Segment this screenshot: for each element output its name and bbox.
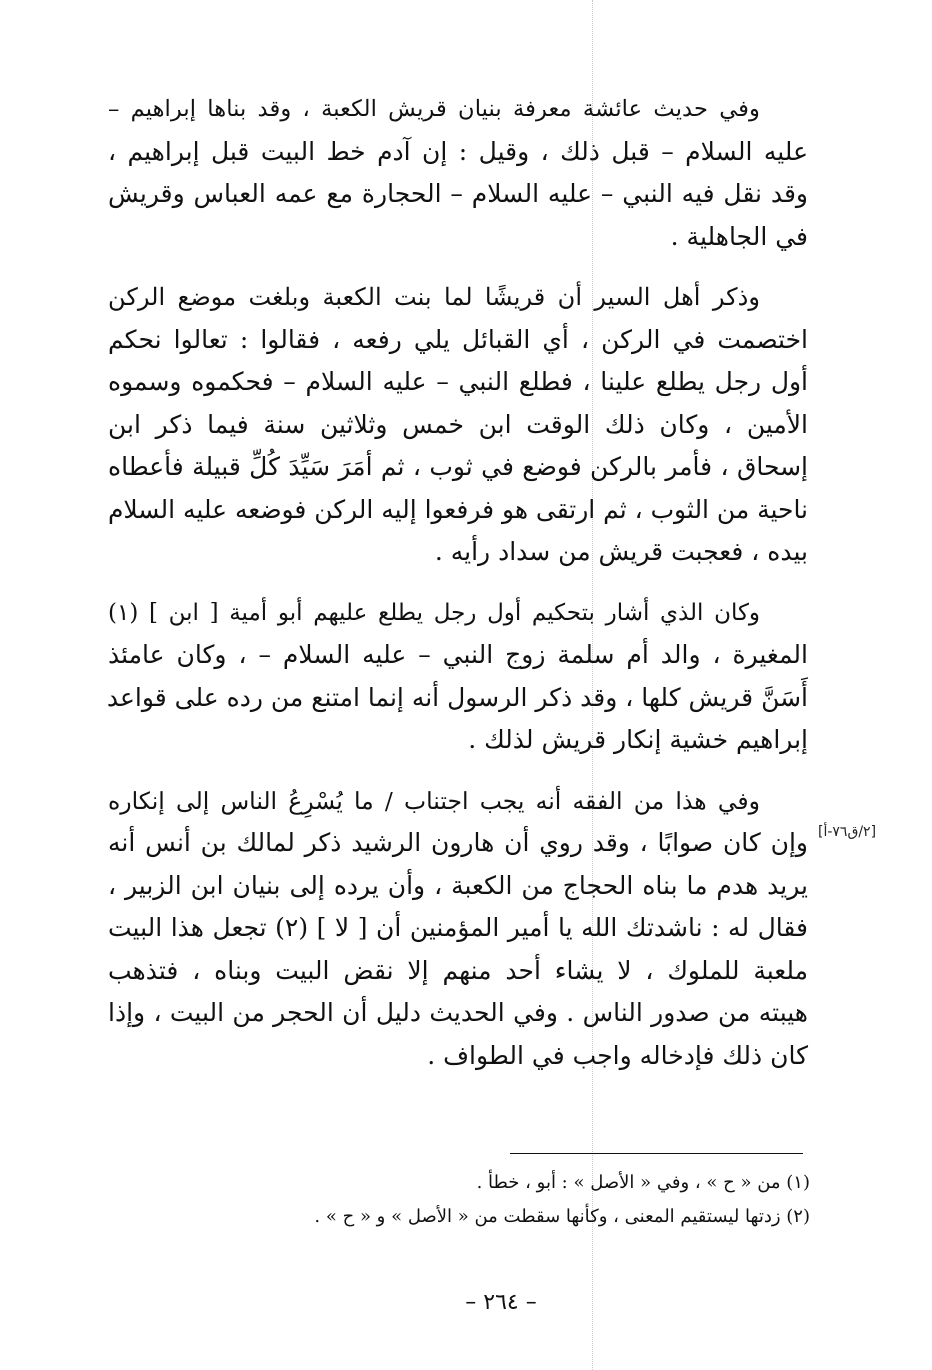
text-line: ناحية من الثوب ، ثم ارتقى هو فرفعوا إليه الركن فوضعه عليه السلام [108, 494, 808, 524]
text-line: فقال له : ناشدتك الله يا أمير المؤمنين أن [ لا ] (٢) تجعل هذا البيت [108, 913, 808, 942]
text-line: الأمين ، وكان ذلك الوقت ابن خمس وثلاثين سنة فيما ذكر ابن [108, 409, 808, 439]
text-line: اختصمت في الركن ، أي القبائل يلي رفعه ، فقالوا : تعالوا نحكم [108, 324, 808, 354]
paragraph-4 [108, 780, 808, 1078]
footnote-1: (١) من « ح » ، وفي « الأصل » : أبو ، خطأ . [476, 1172, 810, 1193]
text-line: وذكر أهل السير أن قريشًا لما بنت الكعبة وبلغت موضع الركن [108, 283, 760, 311]
page-number: – ٢٦٤ – [465, 1290, 537, 1315]
text-line: وفي حديث عائشة معرفة بنيان قريش الكعبة ، وقد بناها إبراهيم – [108, 96, 760, 122]
paragraph-2 [108, 276, 808, 574]
text-line: هيبته من صدور الناس . وفي الحديث دليل أن الحجر من البيت ، وإذا [108, 998, 808, 1027]
main-text [108, 88, 808, 1095]
footnote-2: (٢) زدتها ليستقيم المعنى ، وكأنها سقطت من « الأصل » و « ح » . [314, 1206, 810, 1227]
paragraph-1 [108, 88, 808, 258]
text-line: عليه السلام – قبل ذلك ، وقيل : إن آدم خط البيت قبل إبراهيم ، [108, 136, 808, 166]
text-line: أول رجل يطلع علينا ، فطلع النبي – عليه السلام – فحكموه وسموه [108, 367, 808, 396]
footnotes [120, 1166, 810, 1234]
text-line: ملعبة للملوك ، لا يشاء أحد منهم إلا نقض البيت وبناه ، فتذهب [108, 955, 808, 985]
text-line: إسحاق ، فأمر بالركن فوضع في ثوب ، ثم أمَرَ سَيِّدَ كُلِّ قبيلة فأعطاه [108, 452, 808, 481]
manuscript-folio-reference: [٢/ق٧٦-أ] [818, 824, 877, 840]
text-line: إبراهيم خشية إنكار قريش لذلك . [468, 725, 808, 754]
text-line: وقد نقل فيه النبي – عليه السلام – الحجارة مع عمه العباس وقريش [108, 179, 808, 208]
paragraph-3 [108, 592, 808, 762]
text-line: وفي هذا من الفقه أنه يجب اجتناب / ما يُسْرِعُ الناس إلى إنكاره [108, 786, 760, 815]
text-line: يريد هدم ما بناه الحجاج من الكعبة ، وأن يرده إلى بنيان ابن الزبير ، [108, 870, 808, 900]
text-line: بيده ، فعجبت قريش من سداد رأيه . [434, 537, 808, 566]
footnote-separator [510, 1153, 803, 1154]
text-line: في الجاهلية . [670, 221, 808, 251]
text-line: أَسَنَّ قريش كلها ، وقد ذكر الرسول أنه إنما امتنع من رده على قواعد [106, 682, 808, 712]
text-line: كان ذلك فإدخاله واجب في الطواف . [427, 1040, 808, 1070]
text-line: وكان الذي أشار بتحكيم أول رجل يطلع عليهم أبو أمية [ ابن ] (١) [108, 599, 760, 626]
text-line: المغيرة ، والد أم سلمة زوج النبي – عليه السلام – ، وكان عامئذ [108, 640, 808, 669]
text-line: وإن كان صوابًا ، وقد روي أن هارون الرشيد ذكر لمالك بن أنس أنه [108, 828, 808, 857]
